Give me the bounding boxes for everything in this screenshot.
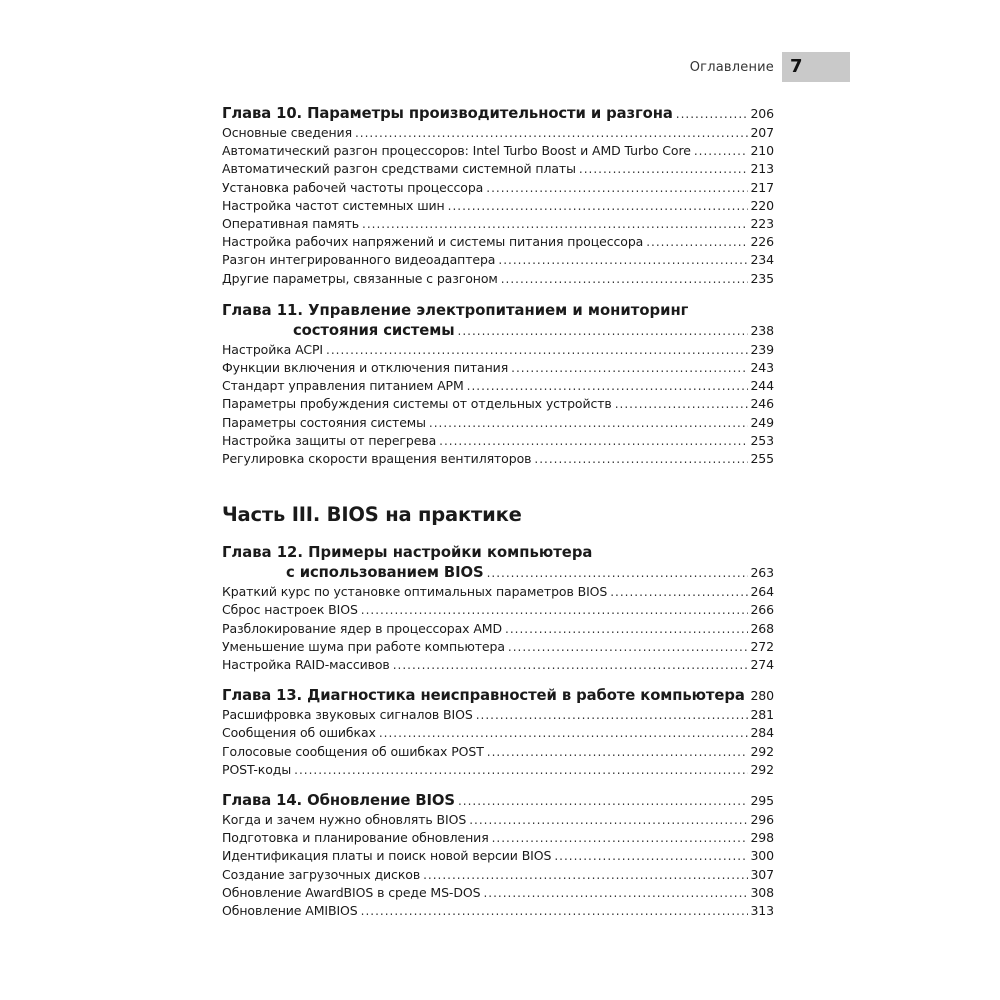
table-of-contents <box>222 104 774 920</box>
toc-entry[interactable] <box>222 395 774 413</box>
entry-page: 255 <box>750 451 774 467</box>
chapter-14-heading[interactable] <box>222 791 774 811</box>
dot-leader <box>498 251 748 269</box>
entry-page: 292 <box>750 761 774 777</box>
dot-leader <box>439 432 748 450</box>
entry-title: Стандарт управления питанием APM <box>222 378 464 394</box>
entry-title: Параметры пробуждения системы от отдельных устройств <box>222 396 612 412</box>
dot-leader <box>469 811 748 829</box>
entry-title: Настройка ACPI <box>222 341 323 357</box>
dot-leader <box>294 761 748 779</box>
toc-entry[interactable] <box>222 377 774 395</box>
dot-leader <box>505 620 748 638</box>
toc-entry[interactable] <box>222 233 774 251</box>
entry-title: Другие параметры, связанные с разгоном <box>222 270 498 286</box>
entry-title: Настройка рабочих напряжений и системы питания процессора <box>222 234 644 250</box>
dot-leader <box>458 791 748 811</box>
dot-leader <box>492 829 749 847</box>
entry-page: 243 <box>750 360 774 376</box>
entry-title: Настройка RAID-массивов <box>222 657 390 673</box>
entry-title: Функции включения и отключения питания <box>222 360 509 376</box>
entry-title: Разгон интегрированного видеоадаптера <box>222 252 496 268</box>
toc-entry[interactable] <box>222 583 774 601</box>
chapter-13-heading[interactable] <box>222 686 774 706</box>
dot-leader <box>579 160 749 178</box>
toc-entry[interactable] <box>222 197 774 215</box>
entry-title: Уменьшение шума при работе компьютера <box>222 638 505 654</box>
running-head-title: Оглавление <box>689 60 774 75</box>
dot-leader <box>429 414 749 432</box>
toc-entry[interactable] <box>222 160 774 178</box>
dot-leader <box>361 902 749 920</box>
entry-title: Разблокирование ядер в процессорах AMD <box>222 620 503 636</box>
entry-page: 292 <box>750 743 774 759</box>
entry-title: Оперативная память <box>222 216 360 232</box>
entry-page: 213 <box>750 161 774 177</box>
entry-title: Идентификация платы и поиск новой версии BIOS <box>222 848 552 864</box>
chapter-10-heading[interactable] <box>222 104 774 124</box>
entry-title: Сброс настроек BIOS <box>222 602 358 618</box>
dot-leader <box>458 321 749 341</box>
chapter-13-items <box>222 706 774 779</box>
entry-title: Обновление AMIBIOS <box>222 903 358 919</box>
dot-leader <box>615 395 749 413</box>
toc-entry[interactable] <box>222 450 774 468</box>
dot-leader <box>676 104 749 124</box>
chapter-title-line1: Глава 12. Примеры настройки компьютера <box>222 544 593 562</box>
entry-title: Установка рабочей частоты процессора <box>222 179 484 195</box>
entry-page: 308 <box>750 884 774 900</box>
entry-title: Параметры состояния системы <box>222 414 426 430</box>
dot-leader <box>487 743 749 761</box>
chapter-11-items <box>222 341 774 468</box>
dot-leader <box>610 583 748 601</box>
dot-leader <box>483 884 748 902</box>
entry-title: Создание загрузочных дисков <box>222 866 421 882</box>
toc-entry[interactable] <box>222 706 774 724</box>
dot-leader <box>501 270 749 288</box>
entry-page: 246 <box>750 396 774 412</box>
entry-title: POST-коды <box>222 761 292 777</box>
dot-leader <box>534 450 748 468</box>
toc-entry[interactable] <box>222 656 774 674</box>
entry-title: Голосовые сообщения об ошибках POST <box>222 743 484 759</box>
dot-leader <box>487 563 749 583</box>
dot-leader <box>748 686 749 706</box>
toc-entry[interactable] <box>222 359 774 377</box>
entry-title: Автоматический разгон средствами системной платы <box>222 161 576 177</box>
entry-page: 284 <box>750 725 774 741</box>
toc-entry[interactable] <box>222 884 774 902</box>
entry-page: 223 <box>750 216 774 232</box>
toc-entry[interactable] <box>222 414 774 432</box>
toc-entry[interactable] <box>222 743 774 761</box>
entry-page: 239 <box>750 341 774 357</box>
entry-page: 281 <box>750 707 774 723</box>
part-heading[interactable]: Часть III. BIOS на практике <box>222 503 522 527</box>
toc-entry[interactable] <box>222 270 774 288</box>
entry-title: Автоматический разгон процессоров: Intel Turbo Boost и AMD Turbo Core <box>222 143 691 159</box>
chapter-11-heading[interactable] <box>222 300 774 341</box>
chapter-title: Глава 14. Обновление BIOS <box>222 792 455 810</box>
entry-title: Когда и зачем нужно обновлять BIOS <box>222 812 467 828</box>
entry-page: 266 <box>750 602 774 618</box>
toc-entry[interactable] <box>222 601 774 619</box>
toc-entry[interactable] <box>222 902 774 920</box>
entry-page: 210 <box>750 143 774 159</box>
chapter-14-items <box>222 811 774 920</box>
chapter-12-heading[interactable] <box>222 542 774 583</box>
chapter-title: Глава 10. Параметры производительности и разгона <box>222 105 673 122</box>
running-head <box>640 52 850 82</box>
toc-entry[interactable] <box>222 215 774 233</box>
chapter-title: Глава 13. Диагностика неисправностей в работе компьютера <box>222 687 745 705</box>
toc-entry[interactable] <box>222 341 774 359</box>
dot-leader <box>448 197 749 215</box>
toc-entry[interactable] <box>222 179 774 197</box>
dot-leader <box>393 656 749 674</box>
chapter-page: 295 <box>750 793 774 809</box>
toc-entry[interactable] <box>222 124 774 142</box>
dot-leader <box>511 359 748 377</box>
dot-leader <box>355 124 748 142</box>
spacer <box>222 288 774 300</box>
dot-leader <box>486 179 748 197</box>
entry-title: Обновление AwardBIOS в среде MS-DOS <box>222 884 481 900</box>
dot-leader <box>508 638 749 656</box>
toc-entry[interactable] <box>222 811 774 829</box>
entry-page: 272 <box>750 638 774 654</box>
chapter-title-line2: с использованием BIOS <box>286 564 484 582</box>
dot-leader <box>476 706 749 724</box>
entry-page: 207 <box>750 125 774 140</box>
chapter-title-line1: Глава 11. Управление электропитанием и мониторинг <box>222 301 689 319</box>
dot-leader <box>467 377 749 395</box>
page-number: 7 <box>782 52 850 82</box>
dot-leader <box>379 724 749 742</box>
entry-page: 226 <box>750 234 774 250</box>
entry-page: 217 <box>750 179 774 195</box>
entry-page: 249 <box>750 414 774 430</box>
entry-page: 220 <box>750 197 774 213</box>
chapter-title-line2: состояния системы <box>293 321 455 339</box>
spacer <box>222 674 774 686</box>
dot-leader <box>694 142 749 160</box>
entry-page: 274 <box>750 657 774 673</box>
dot-leader <box>554 847 748 865</box>
toc-entry[interactable] <box>222 142 774 160</box>
entry-title: Настройка частот системных шин <box>222 197 445 213</box>
dot-leader <box>326 341 748 359</box>
entry-page: 264 <box>750 584 774 600</box>
chapter-page: 206 <box>750 106 774 121</box>
entry-page: 298 <box>750 830 774 846</box>
entry-page: 307 <box>750 866 774 882</box>
chapter-10-items <box>222 124 774 288</box>
entry-title: Краткий курс по установке оптимальных параметров BIOS <box>222 584 608 600</box>
chapter-page: 238 <box>750 322 774 338</box>
entry-page: 296 <box>750 812 774 828</box>
dot-leader <box>423 866 748 884</box>
toc-entry[interactable] <box>222 829 774 847</box>
entry-page: 300 <box>750 848 774 864</box>
entry-page: 244 <box>750 378 774 394</box>
chapter-page: 263 <box>750 565 774 581</box>
chapter-title-line2-row <box>222 321 774 341</box>
toc-entry[interactable] <box>222 866 774 884</box>
entry-title: Расшифровка звуковых сигналов BIOS <box>222 707 473 723</box>
entry-page: 313 <box>750 903 774 919</box>
toc-entry[interactable] <box>222 251 774 269</box>
toc-entry[interactable] <box>222 638 774 656</box>
toc-entry[interactable] <box>222 847 774 865</box>
toc-entry[interactable] <box>222 724 774 742</box>
entry-title: Подготовка и планирование обновления <box>222 830 489 846</box>
chapter-page: 280 <box>750 688 774 704</box>
toc-entry[interactable] <box>222 620 774 638</box>
dot-leader <box>646 233 748 251</box>
entry-title: Настройка защиты от перегрева <box>222 432 437 448</box>
entry-title: Основные сведения <box>222 125 352 140</box>
entry-page: 235 <box>750 270 774 286</box>
entry-page: 253 <box>750 432 774 448</box>
entry-page: 268 <box>750 620 774 636</box>
chapter-title-line2-row <box>222 563 774 583</box>
toc-entry[interactable] <box>222 761 774 779</box>
toc-entry[interactable] <box>222 432 774 450</box>
dot-leader <box>362 215 748 233</box>
entry-title: Регулировка скорости вращения вентиляторов <box>222 451 532 467</box>
entry-title: Сообщения об ошибках <box>222 725 376 741</box>
dot-leader <box>361 601 749 619</box>
entry-page: 234 <box>750 252 774 268</box>
spacer <box>222 779 774 791</box>
chapter-12-items <box>222 583 774 674</box>
